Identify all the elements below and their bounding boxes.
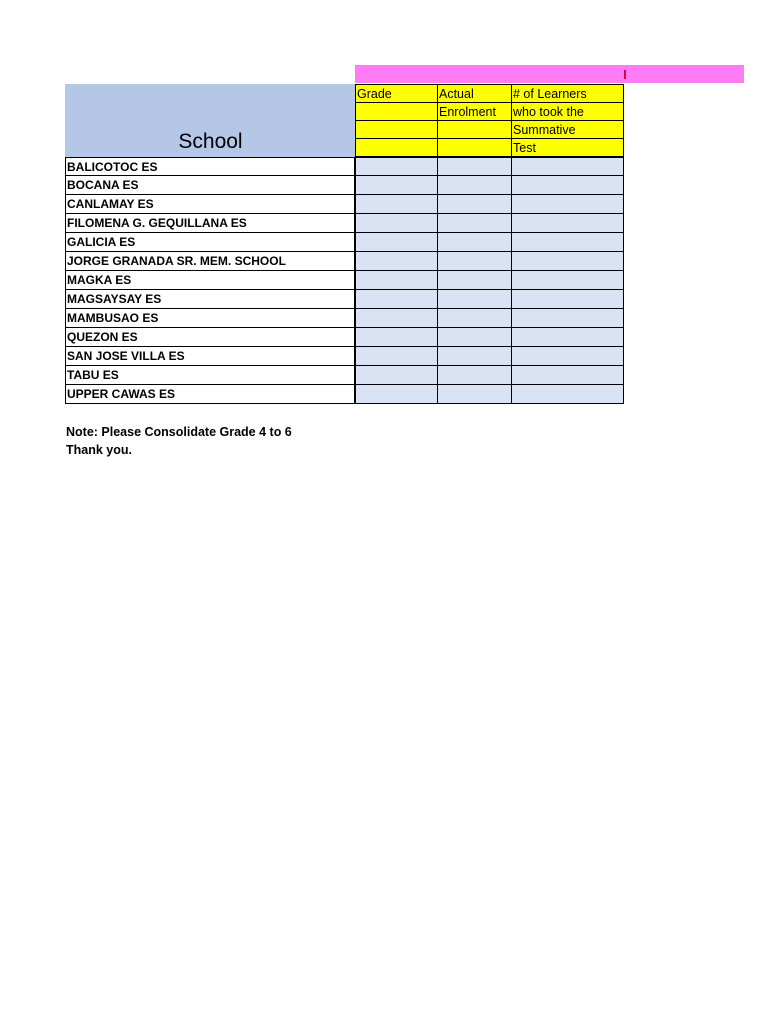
table-row [65,366,624,385]
table-row [65,328,624,347]
enrolment-cell[interactable] [438,157,512,176]
pink-bar-marker [624,70,626,79]
school-name-cell[interactable]: CANLAMAY ES [65,195,356,214]
enrolment-cell[interactable] [438,195,512,214]
grade-cell[interactable] [356,290,438,309]
learners-cell[interactable] [512,271,624,290]
enrolment-header-line2: Enrolment [439,105,496,119]
school-name-cell[interactable]: MAGSAYSAY ES [65,290,356,309]
enrolment-cell[interactable] [438,271,512,290]
note [66,423,292,459]
learners-cell[interactable] [512,366,624,385]
grade-cell[interactable] [356,347,438,366]
learners-header-line1: # of Learners [513,87,587,101]
school-name-cell[interactable]: GALICIA ES [65,233,356,252]
learners-cell[interactable] [512,328,624,347]
table-row [65,176,624,195]
school-name-cell[interactable]: BALICOTOC ES [65,157,356,176]
learners-cell[interactable] [512,385,624,404]
yellow-column-headers [355,84,624,157]
enrolment-cell[interactable] [438,385,512,404]
school-name-cell[interactable]: UPPER CAWAS ES [65,385,356,404]
grade-cell[interactable] [356,366,438,385]
table-row [65,214,624,233]
enrolment-cell[interactable] [438,233,512,252]
grade-cell[interactable] [356,271,438,290]
grade-cell[interactable] [356,195,438,214]
table-row [65,347,624,366]
enrolment-cell[interactable] [438,366,512,385]
grade-cell[interactable] [356,309,438,328]
table-row [65,290,624,309]
learners-cell[interactable] [512,290,624,309]
table-row [65,252,624,271]
table-row [65,195,624,214]
grade-cell[interactable] [356,176,438,195]
enrolment-header-line1: Actual [439,87,474,101]
learners-cell[interactable] [512,214,624,233]
school-name-cell[interactable]: FILOMENA G. GEQUILLANA ES [65,214,356,233]
table-row [65,157,624,176]
school-name-cell[interactable]: BOCANA ES [65,176,356,195]
learners-cell[interactable] [512,195,624,214]
school-name-cell[interactable]: TABU ES [65,366,356,385]
header-row-line [356,138,623,139]
enrolment-cell[interactable] [438,214,512,233]
learners-cell[interactable] [512,309,624,328]
note-line2: Thank you. [66,443,132,457]
school-name-cell[interactable]: SAN JOSE VILLA ES [65,347,356,366]
enrolment-cell[interactable] [438,252,512,271]
enrolment-cell[interactable] [438,309,512,328]
school-name-cell[interactable]: MAGKA ES [65,271,356,290]
table-row [65,385,624,404]
table-row [65,271,624,290]
table-row [65,233,624,252]
learners-cell[interactable] [512,157,624,176]
learners-header-line3: Summative [513,123,576,137]
table-row [65,309,624,328]
enrolment-cell[interactable] [438,290,512,309]
pink-header-bar [355,65,744,83]
grade-cell[interactable] [356,157,438,176]
learners-cell[interactable] [512,347,624,366]
enrolment-cell[interactable] [438,347,512,366]
grade-header: Grade [357,87,392,101]
grade-cell[interactable] [356,385,438,404]
school-name-cell[interactable]: MAMBUSAO ES [65,309,356,328]
grade-cell[interactable] [356,328,438,347]
grade-cell[interactable] [356,233,438,252]
grade-cell[interactable] [356,214,438,233]
enrolment-cell[interactable] [438,328,512,347]
learners-header-line4: Test [513,141,536,155]
learners-cell[interactable] [512,176,624,195]
learners-cell[interactable] [512,252,624,271]
school-name-cell[interactable]: QUEZON ES [65,328,356,347]
school-table [65,157,624,404]
school-name-cell[interactable]: JORGE GRANADA SR. MEM. SCHOOL [65,252,356,271]
grade-cell[interactable] [356,252,438,271]
school-column-header [65,84,356,157]
enrolment-cell[interactable] [438,176,512,195]
learners-header-line2: who took the [513,105,584,119]
learners-cell[interactable] [512,233,624,252]
school-header-label: School [178,130,243,153]
note-line1: Note: Please Consolidate Grade 4 to 6 [66,425,292,439]
